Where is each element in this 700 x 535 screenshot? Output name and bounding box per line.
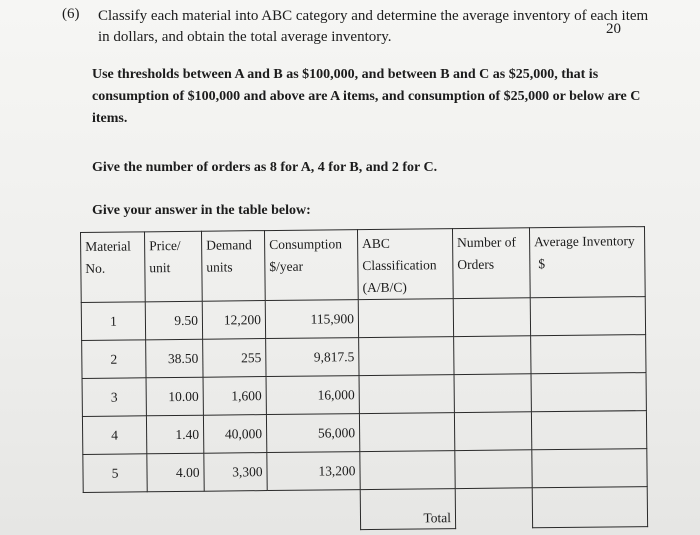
material-no: 2	[82, 340, 146, 379]
header-row	[81, 227, 646, 303]
header-orders: Number of Orders	[452, 228, 530, 299]
thresholds-instruction: Use thresholds between A and B as $100,000, and between B and C as $25,000, that is consumption of $100,000 and above are A items, and consumption of $25,000 or below are C items.	[92, 67, 641, 126]
total-row	[83, 487, 647, 533]
abc-answer-cell[interactable]	[359, 337, 454, 376]
table-row	[82, 373, 646, 417]
header-abc: ABC Classification (A/B/C)	[357, 229, 453, 300]
total-label: Total	[360, 489, 455, 530]
avg-inventory-answer-cell[interactable]	[531, 373, 646, 412]
header-material: Material No.	[81, 232, 146, 303]
orders-answer-cell[interactable]	[454, 412, 531, 451]
price-cell: 9.50	[145, 301, 202, 340]
table-row	[81, 297, 645, 341]
material-no: 4	[82, 416, 146, 455]
orders-answer-cell[interactable]	[453, 298, 530, 337]
avg-inventory-answer-cell[interactable]	[531, 335, 646, 374]
abc-answer-cell[interactable]	[358, 299, 453, 338]
material-no: 5	[83, 454, 147, 493]
question-text: Classify each material into ABC category and determine the average inventory of each item in dollars, and obtain the total average inventory.	[98, 8, 649, 45]
demand-cell: 255	[203, 339, 266, 378]
total-avg-inventory-cell[interactable]	[532, 487, 647, 528]
price-cell: 1.40	[146, 415, 203, 454]
table-row	[82, 411, 646, 455]
avg-inventory-answer-cell[interactable]	[532, 449, 647, 488]
orders-answer-cell[interactable]	[454, 374, 531, 413]
abc-answer-cell[interactable]	[359, 413, 454, 452]
abc-answer-cell[interactable]	[359, 375, 454, 414]
demand-cell: 12,200	[202, 301, 265, 340]
orders-answer-cell[interactable]	[455, 450, 532, 489]
consumption-cell: 9,817.5	[266, 338, 359, 377]
consumption-cell: 115,900	[265, 300, 358, 339]
header-demand: Demand units	[201, 231, 265, 302]
header-consumption: Consumption $/year	[264, 230, 358, 301]
demand-cell: 3,300	[204, 453, 267, 492]
orders-instruction: Give the number of orders as 8 for A, 4 for B, and 2 for C.	[92, 160, 438, 175]
price-cell: 4.00	[147, 453, 204, 492]
avg-inventory-answer-cell[interactable]	[530, 297, 645, 336]
abc-answer-cell[interactable]	[360, 451, 455, 490]
answer-prompt: Give your answer in the table below:	[92, 203, 311, 218]
consumption-cell: 13,200	[267, 452, 360, 491]
price-cell: 10.00	[146, 377, 203, 416]
table-row	[82, 335, 646, 379]
material-no: 3	[82, 378, 146, 417]
header-price: Price/ unit	[145, 231, 203, 302]
header-avg-inventory: Average Inventory $	[529, 227, 645, 298]
consumption-cell: 56,000	[266, 414, 359, 453]
orders-answer-cell[interactable]	[454, 336, 531, 375]
demand-cell: 40,000	[203, 415, 266, 454]
material-no: 1	[81, 302, 145, 341]
consumption-cell: 16,000	[266, 376, 359, 415]
price-cell: 38.50	[146, 339, 203, 378]
table-row	[83, 449, 647, 493]
avg-inventory-answer-cell[interactable]	[531, 411, 646, 450]
demand-cell: 1,600	[203, 377, 266, 416]
question-marks: 20	[606, 21, 621, 37]
question-number: (6)	[62, 6, 80, 22]
abc-table	[80, 226, 648, 533]
